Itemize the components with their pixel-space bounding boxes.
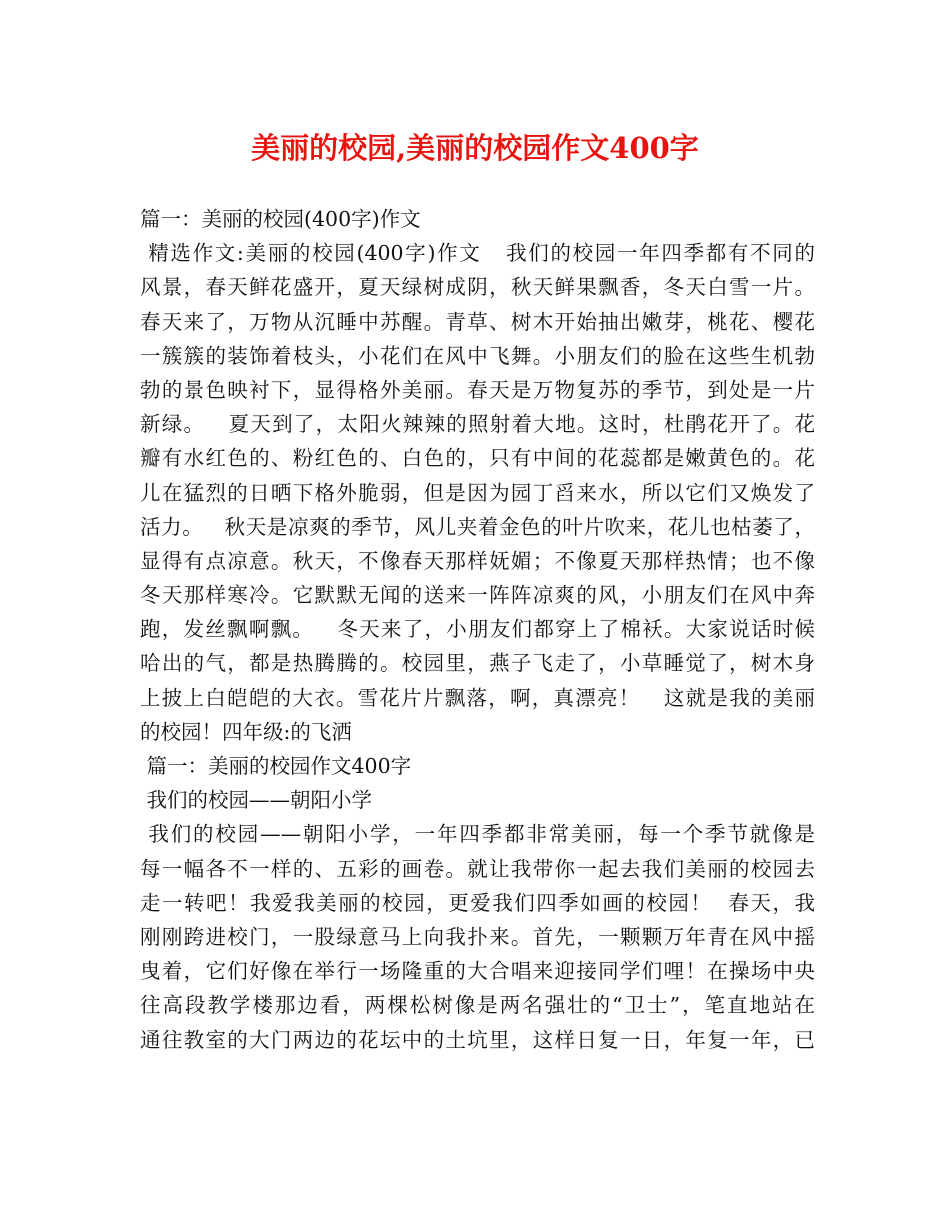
text-line: 篇一：美丽的校园(400字)作文 bbox=[140, 207, 421, 231]
text-line: 冬天那样寒冷。它默默无闻的送来一阵阵凉爽的风，小朋友们在风中奔 bbox=[140, 583, 815, 608]
text-line: 勃的景色映衬下，显得格外美丽。春天是万物复苏的季节，到处是一片 bbox=[140, 377, 815, 402]
text-line: 活力。 秋天是凉爽的季节，风儿夹着金色的叶片吹来，花儿也枯萎了， bbox=[140, 514, 815, 539]
text-line: 春天来了，万物从沉睡中苏醒。青草、树木开始抽出嫩芽，桃花、樱花 bbox=[140, 309, 815, 334]
text-line: 新绿。 夏天到了，太阳火辣辣的照射着大地。这时，杜鹃花开了。花 bbox=[140, 412, 815, 437]
text-line: 往高段教学楼那边看，两棵松树像是两名强壮的“卫士”，笔直地站在 bbox=[140, 993, 815, 1018]
text-line: 儿在猛烈的日晒下格外脆弱，但是因为园丁舀来水，所以它们又焕发了 bbox=[140, 480, 815, 505]
text-line: 每一幅各不一样的、五彩的画卷。就让我带你一起去我们美丽的校园去 bbox=[140, 856, 815, 881]
text-line: 我们的校园——朝阳小学 bbox=[140, 788, 373, 813]
text-line: 哈出的气，都是热腾腾的。校园里，燕子飞走了，小草睡觉了，树木身 bbox=[140, 651, 815, 676]
text-line: 刚刚跨进校门，一股绿意马上向我扑来。首先，一颗颗万年青在风中摇 bbox=[140, 924, 815, 949]
text-line: 风景，春天鲜花盛开，夏天绿树成阴，秋天鲜果飘香，冬天白雪一片。 bbox=[140, 275, 815, 300]
document-title: 美丽的校园,美丽的校园作文400字 bbox=[251, 131, 699, 165]
document-body bbox=[140, 202, 815, 1057]
text-line: 一簇簇的装饰着枝头，小花们在风中飞舞。小朋友们的脸在这些生机勃 bbox=[140, 343, 815, 368]
text-line: 的校园！四年级:的飞洒 bbox=[140, 719, 352, 744]
text-line: 瓣有水红色的、粉红色的、白色的，只有中间的花蕊都是嫩黄色的。花 bbox=[140, 446, 815, 471]
text-line: 走一转吧！我爱我美丽的校园，更爱我们四季如画的校园！ 春天，我 bbox=[140, 890, 815, 915]
text-line: 我们的校园——朝阳小学，一年四季都非常美丽，每一个季节就像是 bbox=[140, 822, 815, 847]
text-line: 上披上白皑皑的大衣。雪花片片飘落，啊，真漂亮！ 这就是我的美丽 bbox=[140, 685, 815, 710]
text-line: 显得有点凉意。秋天，不像春天那样妩媚；不像夏天那样热情；也不像 bbox=[140, 548, 815, 573]
text-line: 精选作文:美丽的校园(400字)作文 我们的校园一年四季都有不同的 bbox=[140, 241, 815, 266]
text-line: 篇一：美丽的校园作文400字 bbox=[140, 754, 412, 778]
text-line: 通往教室的大门两边的花坛中的土坑里，这样日复一日，年复一年，已 bbox=[140, 1027, 815, 1052]
text-line: 跑，发丝飘啊飘。 冬天来了，小朋友们都穿上了棉袄。大家说话时候 bbox=[140, 617, 815, 642]
text-line: 曳着，它们好像在举行一场隆重的大合唱来迎接同学们哩！在操场中央 bbox=[140, 959, 815, 984]
